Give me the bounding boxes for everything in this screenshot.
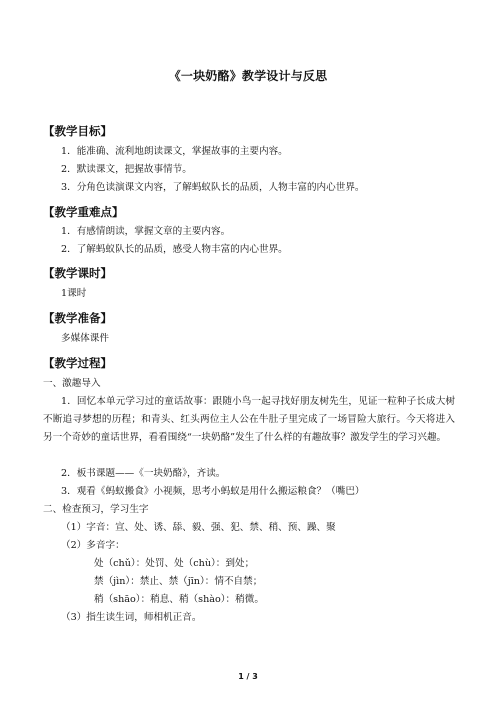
key-point-item-2: 2．了解蚂蚁队长的品质，感受人物丰富的内心世界。	[61, 244, 288, 255]
section-heading-process: 【教学过程】	[43, 356, 112, 370]
process-paragraph-1: 1．回忆本单元学习过的童话故事：跟随小鸟一起寻找好朋友树先生，见证一粒种子长成大树不断追寻梦想的历程；和青头、红头两位主人公在牛肚子里完成了一场冒险大旅行。今天将进入另一个奇妙的童话世界，看看围绕“一块奶酪”发生了什么样的有趣故事？激发学生的学习兴趣。	[43, 396, 455, 443]
polyphone-2: 禁（jìn）：禁止、禁（jīn）：情不自禁；	[94, 576, 263, 587]
process-step-3: 3．观看《蚂蚁搬食》小视频，思考小蚂蚁是用什么搬运粮食？（嘴巴）	[61, 486, 365, 497]
key-point-item-1: 1．有感情朗读，掌握文章的主要内容。	[61, 226, 231, 237]
polyphone-3: 稍（shāo）：稍息、稍（shào）：稍微。	[94, 594, 264, 605]
page-indicator: 1 / 3	[238, 672, 258, 681]
goal-item-3: 3．分角色读演课文内容，了解蚂蚁队长的品质，人物丰富的内心世界。	[61, 182, 365, 193]
section-heading-hours: 【教学课时】	[43, 266, 112, 280]
process-part-1: 一、激趣导入	[43, 378, 101, 389]
section-heading-prep: 【教学准备】	[43, 311, 112, 325]
goal-item-1: 1．能准确、流利地朗读课文，掌握故事的主要内容。	[61, 146, 288, 157]
prep-text: 多媒体课件	[61, 333, 109, 344]
section-heading-key-points: 【教学重难点】	[43, 205, 124, 219]
hours-text: 1课时	[61, 288, 87, 299]
process-part-2: 二、检查预习，学习生字	[43, 504, 149, 515]
process-sub-1: （1）字音：宣、处、诱、舔、毅、强、犯、禁、稍、预、躁、聚	[61, 522, 336, 533]
process-step-2: 2．板书课题——《一块奶酪》，齐读。	[61, 468, 226, 479]
process-sub-3: （3）指生读生词，师相机正音。	[61, 612, 202, 623]
process-sub-2: （2）多音字：	[61, 540, 125, 551]
polyphone-1: 处（chǔ）：处罚、处（chù）：到处；	[94, 558, 255, 569]
document-title: 《一块奶酪》教学设计与反思	[168, 69, 328, 83]
goal-item-2: 2．默读课文，把握故事情节。	[61, 164, 192, 175]
section-heading-goals: 【教学目标】	[43, 124, 112, 138]
